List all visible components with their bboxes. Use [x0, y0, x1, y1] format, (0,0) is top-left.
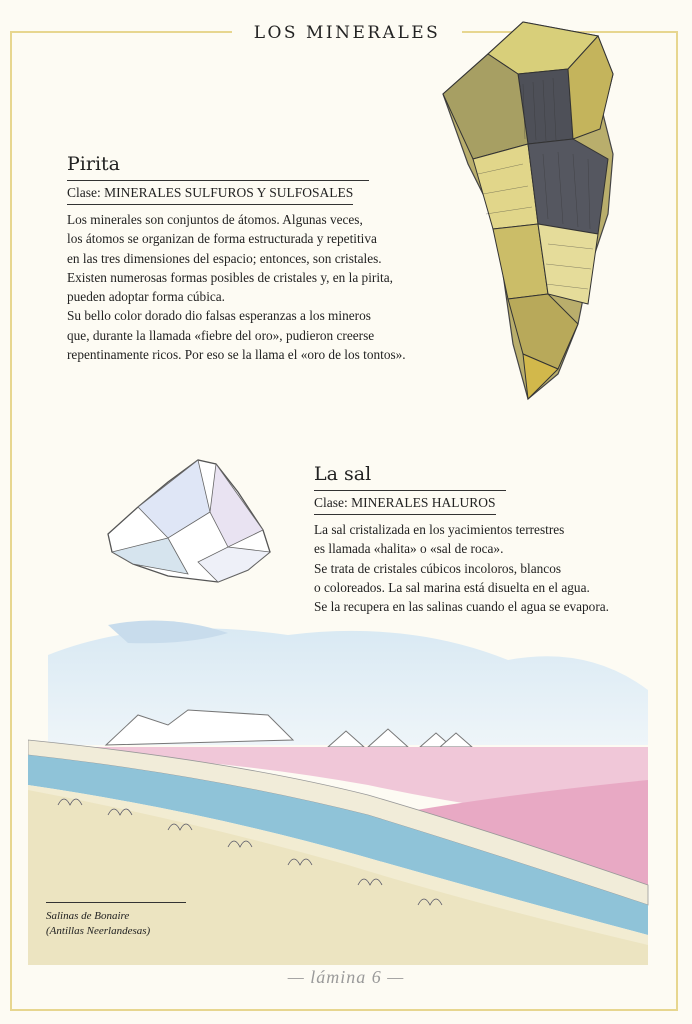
pirita-class-label: Clase: MINERALES SULFUROS Y SULFOSALES — [67, 184, 353, 205]
page-title: LOS MINERALES — [253, 23, 441, 43]
sal-title: La sal — [314, 462, 506, 491]
sal-section — [314, 462, 634, 616]
sal-description: La sal cristalizada en los yacimientos terrestres es llamada «halita» o «sal de roca». Se trata de cristales cúbicos incoloros, blancos o coloreados. La sal marina está disuelta en el agua. Se la recupera en las salinas cuando el agua se evapora. — [314, 522, 609, 615]
pirita-title: Pirita — [67, 152, 369, 181]
pyrite-crystal-illustration — [428, 14, 648, 414]
caption-line-2: (Antillas Neerlandesas) — [46, 925, 151, 937]
caption-line-1: Salinas de Bonaire — [46, 910, 130, 922]
sal-class-label: Clase: MINERALES HALUROS — [314, 494, 496, 515]
pirita-description: Los minerales son conjuntos de átomos. Algunas veces, los átomos se organizan de forma estructurada y repetitiva en las tres dimensiones del espacio; entonces, son cristales. Existen numerosas formas posibles de cristales y, en la pirita, pueden adoptar forma cúbica. Su bello color dorado dio falsas esperanzas a los mineros que, durante la llamada «fiebre del oro», pudieron creerse repentinamente ricos. Por eso se la llama el «oro de los tontos». — [67, 212, 406, 363]
pirita-section — [67, 152, 437, 364]
page-footer — [0, 967, 692, 988]
salt-crystal-illustration — [98, 452, 288, 592]
illustration-caption — [46, 902, 186, 939]
plate-number: — lámina 6 — — [282, 967, 411, 987]
